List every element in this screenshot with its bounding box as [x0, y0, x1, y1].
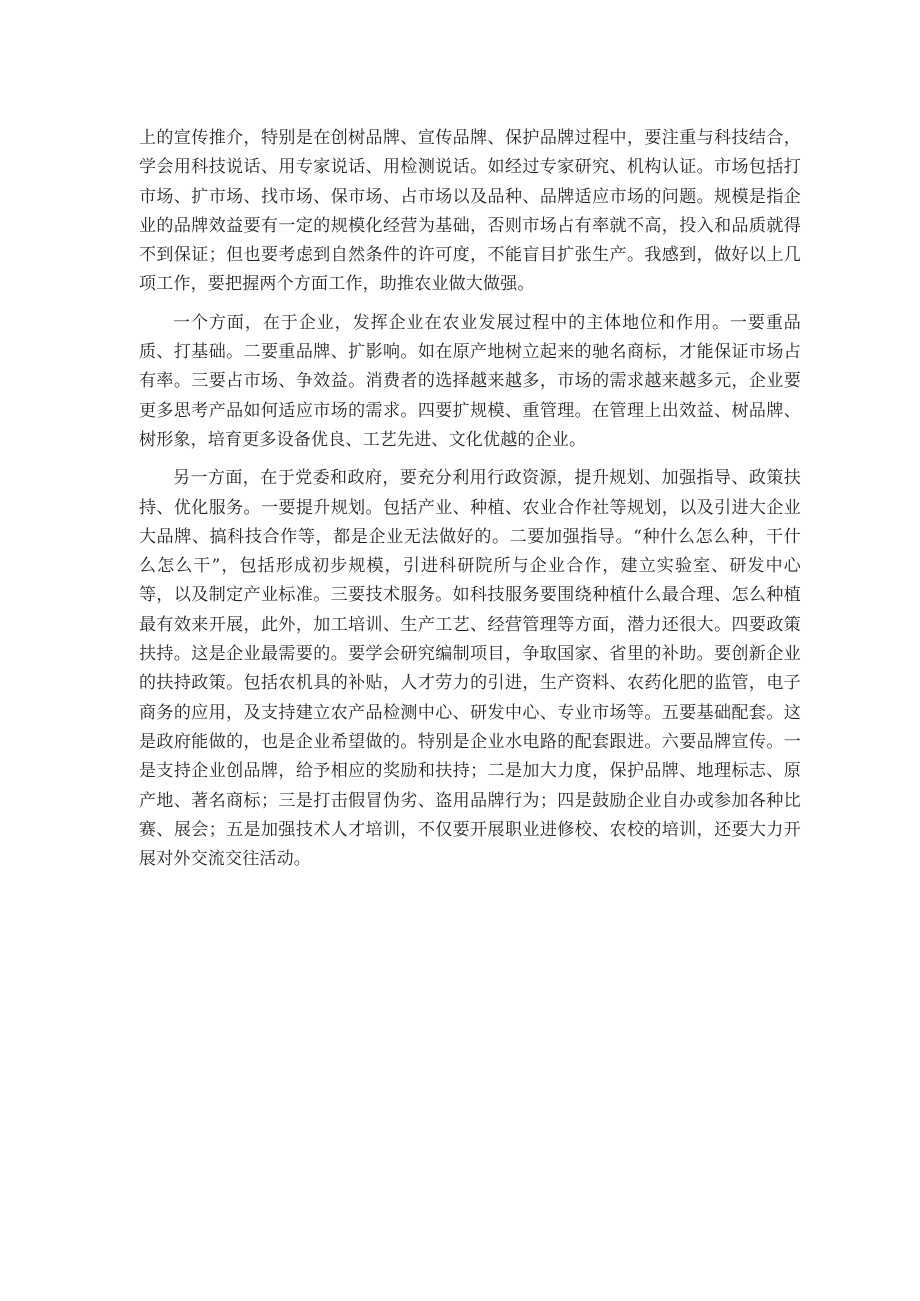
paragraph-government-aspect: 另一方面，在于党委和政府，要充分利用行政资源，提升规划、加强指导、政策扶持、优化服务。一要提升规划。包括产业、种植、农业合作社等规划，以及引进大企业大品牌、搞科技合作等，都是企业无法做好的。二要加强指导。“种什么怎么种，干什么怎么干”，包括形成初步规模，引进科研院所与企业合作，建立实验室、研发中心等，以及制定产业标准。三要技术服务。如科技服务要围绕种植什么最合理、怎么种植最有效来开展，此外，加工培训、生产工艺、经营管理等方面，潜力还很大。四要政策扶持。这是企业最需要的。要学会研究编制项目，争取国家、省里的补助。要创新企业的扶持政策。包括农机具的补贴，人才劳力的引进，生产资料、农药化肥的监管，电子商务的应用，及支持建立农产品检测中心、研发中心、专业市场等。五要基础配套。这是政府能做的，也是企业希望做的。特别是企业水电路的配套跟进。六要品牌宣传。一是支持企业创品牌，给予相应的奖励和扶持；二是加大力度，保护品牌、地理标志、原产地、著名商标；三是打击假冒伪劣、盗用品牌行为；四是鼓励企业自办或参加各种比赛、展会；五是加强技术人才培训，不仅要开展职业进修校、农校的培训，还要大力开展对外交流交往活动。 — [139, 468, 801, 870]
paragraph-enterprise-aspect: 一个方面，在于企业，发挥企业在农业发展过程中的主体地位和作用。一要重品质、打基础。二要重品牌、扩影响。如在原产地树立起来的驰名商标，才能保证市场占有率。三要占市场、争效益。消费者的选择越来越多，市场的需求越来越多元，企业要更多思考产品如何适应市场的需求。四要扩规模、重管理。在管理上出效益、树品牌、树形象，培育更多设备优良、工艺先进、文化优越的企业。 — [139, 312, 801, 450]
document-body — [139, 124, 801, 883]
paragraph-continuation: 上的宣传推介，特别是在创树品牌、宣传品牌、保护品牌过程中，要注重与科技结合，学会用科技说话、用专家说话、用检测说话。如经过专家研究、机构认证。市场包括打市场、扩市场、找市场、保市场、占市场以及品种、品牌适应市场的问题。规模是指企业的品牌效益要有一定的规模化经营为基础，否则市场占有率就不高，投入和品质就得不到保证；但也要考虑到自然条件的许可度，不能盲目扩张生产。我感到，做好以上几项工作，要把握两个方面工作，助推农业做大做强。 — [139, 128, 801, 295]
